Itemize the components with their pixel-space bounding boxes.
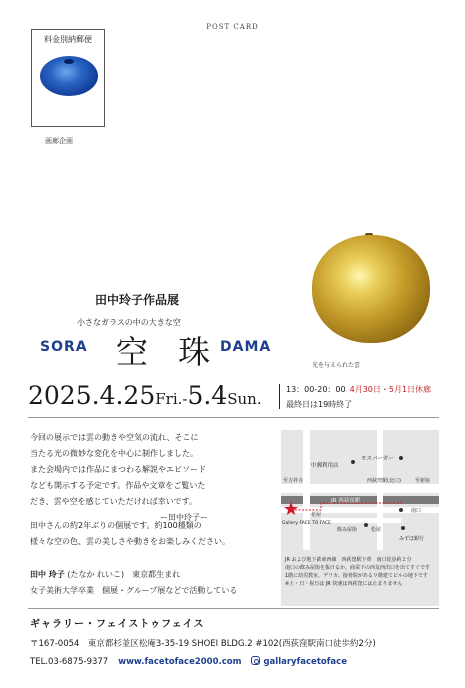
- postage-label: 料金別納郵便: [44, 35, 92, 44]
- hours-divider: [279, 384, 280, 409]
- artist-bio: 女子美術大学卒業 個展・グループ展などで活動している: [30, 586, 238, 595]
- map-note-line: JR および地下鉄東西線 西荻窪駅下車 南口徒歩約２分: [285, 557, 412, 563]
- shop-marker: [399, 508, 403, 512]
- artist-name: 田中 玲子: [30, 570, 65, 579]
- map-label-mos: モスバーガー: [361, 456, 394, 462]
- name-right: DAMA: [220, 339, 272, 355]
- last-day-note: 最終日は19時終了: [286, 400, 353, 409]
- divider: [28, 608, 439, 609]
- opening-hours: [286, 384, 431, 395]
- name-kanji: 空 珠: [116, 333, 221, 371]
- exhibition-subtitle: 小さなガラスの中の大きな空: [77, 318, 181, 327]
- artist-born: 東京都生まれ: [132, 570, 181, 579]
- gallery-tel: TEL.03-6875-9377: [30, 657, 109, 667]
- closed-days: 4月30日・5月1日休廊: [349, 385, 432, 394]
- gallery-contact: [30, 655, 347, 667]
- gallery-url-link[interactable]: www.facetoface2000.com: [118, 657, 242, 667]
- map-label-gallery: Gallery FACE TO FACE: [282, 521, 331, 526]
- date-dash: -: [182, 390, 188, 408]
- statement-line: 今回の展示では雲の動きや空気の流れ、そこに: [30, 433, 199, 442]
- postage-box: [31, 29, 105, 127]
- map-label-kichijoji: 至吉祥寺: [283, 478, 304, 484]
- statement-line: だき、雲や空を感じていただければ幸いです。: [30, 497, 198, 506]
- info-line: 様々な空の色、雲の美しさや動きをお楽しみください。: [30, 537, 230, 546]
- divider: [28, 417, 439, 418]
- name-left: SORA: [40, 339, 88, 355]
- map-label-shinjuku: 至新宿: [415, 478, 431, 484]
- map-label-south-exit: 南口: [411, 508, 422, 514]
- artist-profile: [30, 567, 237, 599]
- map-note-line: ※土・日・祝日は JR 快速は西荻窪には止まりません: [285, 581, 403, 587]
- map-label-post: 中郵利用店: [311, 463, 339, 469]
- end-date: 5.4: [187, 381, 228, 410]
- artist-statement: [30, 430, 275, 526]
- shop-marker: [351, 460, 355, 464]
- map-note-line: 1階に幼児教室、デリカ、接骨院がある９階建てビルの地下です: [285, 573, 428, 579]
- statement-line: 当たる光の微妙な変化を中心に制作しました。: [30, 449, 198, 458]
- shop-marker: [364, 523, 368, 527]
- map-label-florist: 花屋: [311, 512, 322, 518]
- image-caption: 光を与えられた雲: [312, 362, 361, 369]
- map-label-station: JR 西荻窪駅: [331, 498, 361, 504]
- exhibition-dates: [28, 381, 262, 410]
- shop-marker: [399, 456, 403, 460]
- gallery-address: 〒167-0054 東京都杉並区松庵3-35-19 SHOEI BLDG.2 #102(西荻窪駅南口徒歩約2分): [30, 639, 376, 649]
- road-south: [321, 518, 401, 523]
- shop-marker: [401, 526, 405, 530]
- map-label-mizuho: みずほ銀行: [399, 536, 425, 542]
- road-vertical: [303, 430, 310, 550]
- gallery-plan-label: 画廊企画: [45, 137, 73, 145]
- instagram-icon[interactable]: [251, 656, 260, 665]
- end-day: Sun.: [227, 390, 262, 408]
- map-label-matsuya: 松屋: [371, 527, 382, 533]
- statement-line: また会場内では作品にまつわる解説やエピソード: [30, 465, 206, 474]
- blue-bead-image: [40, 56, 98, 96]
- exhibition-title: 田中玲子作品展: [95, 293, 180, 307]
- map-notes: [285, 556, 439, 588]
- hours-text: 13：00-20：00: [286, 385, 346, 394]
- map-note-line: 南口の飲み屋街を抜けるか、商栄下の西友西出口を出てすぐです: [285, 565, 431, 571]
- statement-line: なども開示する予定です。作品や文章をご覧いた: [30, 481, 206, 490]
- postcard-header: POST CARD: [206, 23, 259, 31]
- start-day: Fri.: [155, 390, 183, 408]
- info-line: 田中さんの約2年ぶりの個展です。約100種類の: [30, 521, 202, 530]
- start-date: 2025.4.25: [28, 381, 156, 410]
- statement-signature: ー田中玲子ー: [160, 513, 208, 522]
- golden-bead-image: [312, 235, 430, 343]
- gallery-name: ギャラリー・フェイストゥフェイス: [30, 619, 205, 630]
- instagram-handle-link[interactable]: gallaryfacetoface: [263, 657, 347, 667]
- map-label-north-exit: 西荻窪駅(北口): [367, 478, 401, 484]
- artist-reading: (たなか れいこ): [67, 570, 125, 579]
- map-label-bars: 飲み屋街: [337, 527, 358, 533]
- exhibition-info: [30, 518, 230, 550]
